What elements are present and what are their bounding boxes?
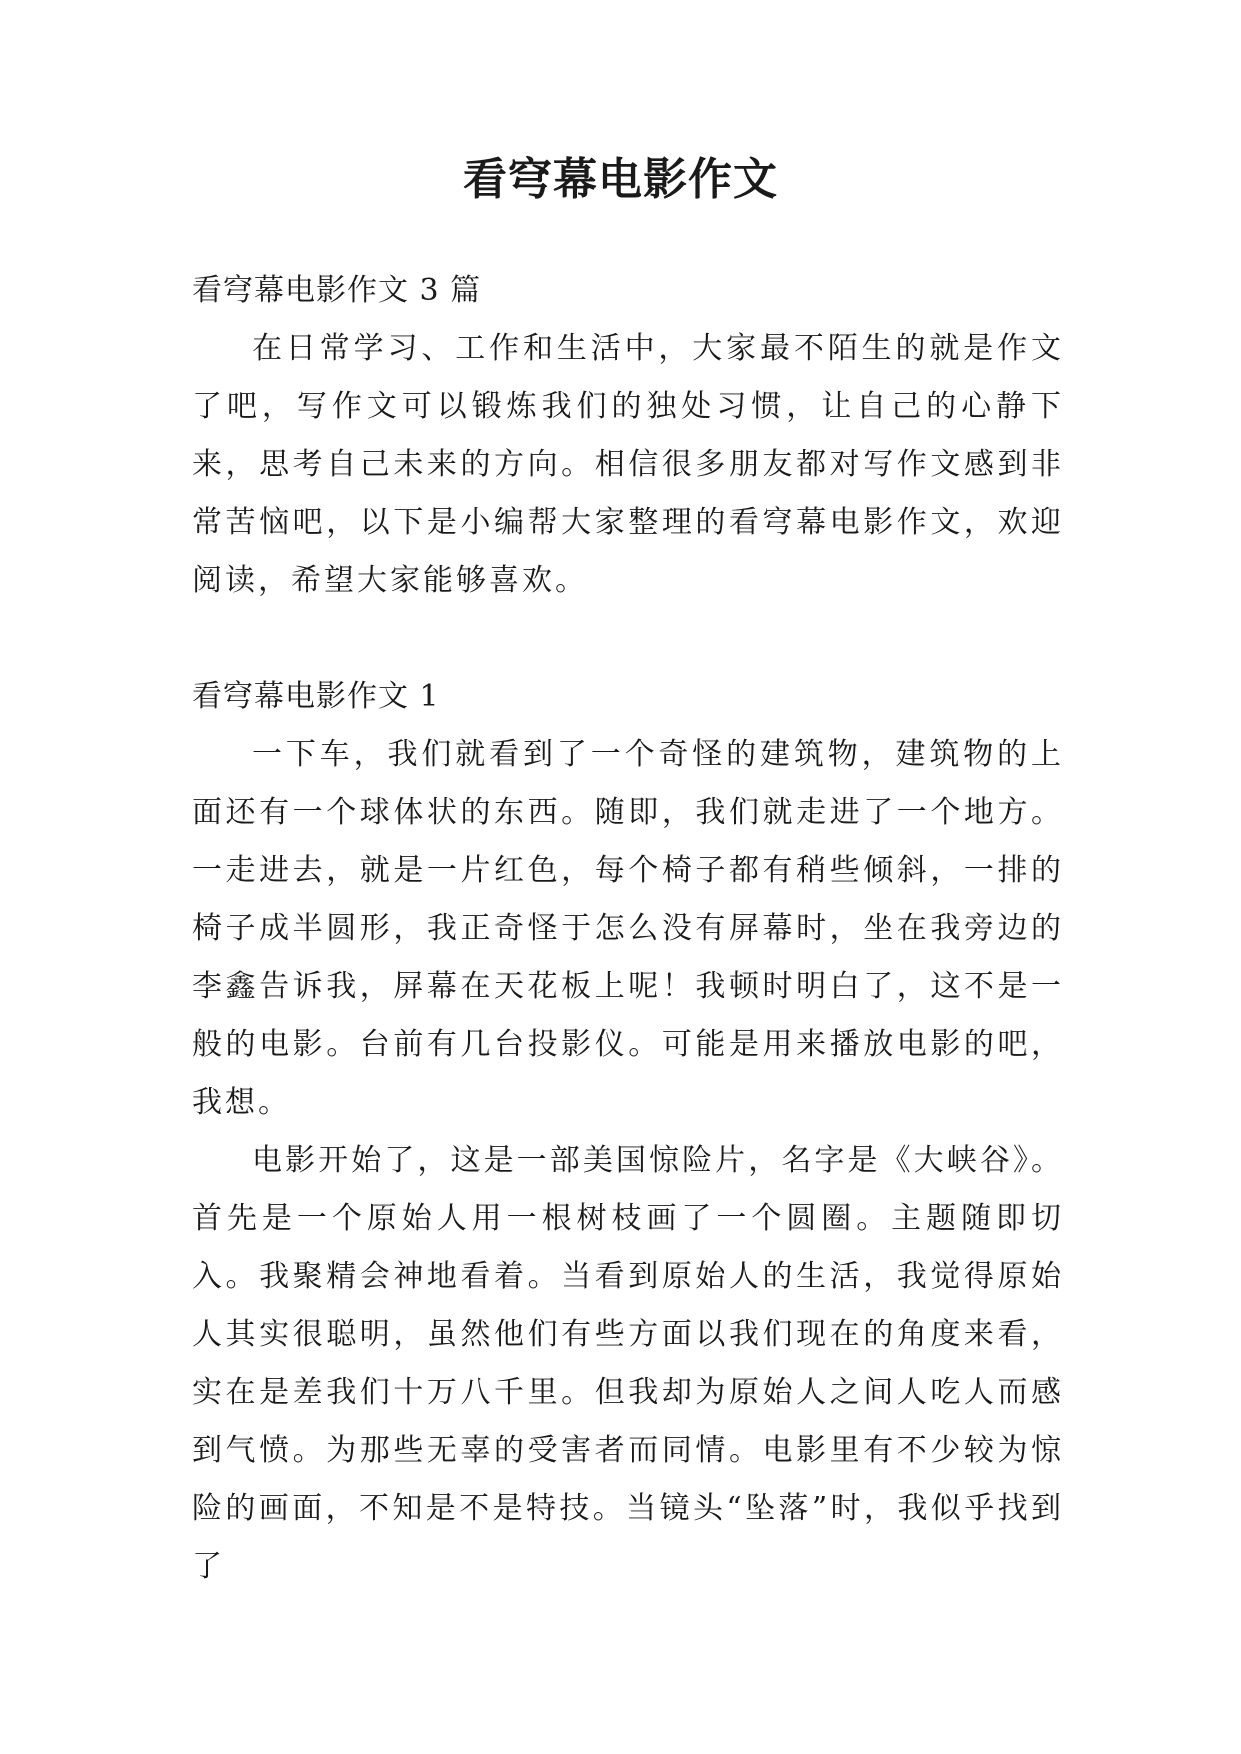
document-body xyxy=(192,262,1064,1596)
collection-heading: 看穹幕电影作文 3 篇 xyxy=(192,273,482,308)
document-title: 看穹幕电影作文 xyxy=(463,154,778,205)
section-1-paragraph-2: 电影开始了，这是一部美国惊险片，名字是《大峡谷》。首先是一个原始人用一根树枝画了一个圆圈。主题随即切入。我聚精会神地看着。当看到原始人的生活，我觉得原始人其实很聪明，虽然他们有些方面以我们现在的角度来看，实在是差我们十万八千里。但我却为原始人之间人吃人而感到气愤。为那些无辜的受害者而同情。电影里有不少较为惊险的画面，不知是不是特技。当镜头“坠落”时，我似乎找到了 xyxy=(192,1143,1064,1584)
section-1-heading: 看穹幕电影作文 1 xyxy=(192,679,440,714)
section-spacer xyxy=(192,610,1064,668)
section-1-paragraph-1: 一下车，我们就看到了一个奇怪的建筑物，建筑物的上面还有一个球体状的东西。随即，我们就走进了一个地方。一走进去，就是一片红色，每个椅子都有稍些倾斜，一排的椅子成半圆形，我正奇怪于怎么没有屏幕时，坐在我旁边的李鑫告诉我，屏幕在天花板上呢！我顿时明白了，这不是一般的电影。台前有几台投影仪。可能是用来播放电影的吧，我想。 xyxy=(192,737,1064,1120)
intro-paragraph: 在日常学习、工作和生活中，大家最不陌生的就是作文了吧，写作文可以锻炼我们的独处习惯，让自己的心静下来，思考自己未来的方向。相信很多朋友都对写作文感到非常苦恼吧，以下是小编帮大家整理的看穹幕电影作文，欢迎阅读，希望大家能够喜欢。 xyxy=(192,331,1064,598)
